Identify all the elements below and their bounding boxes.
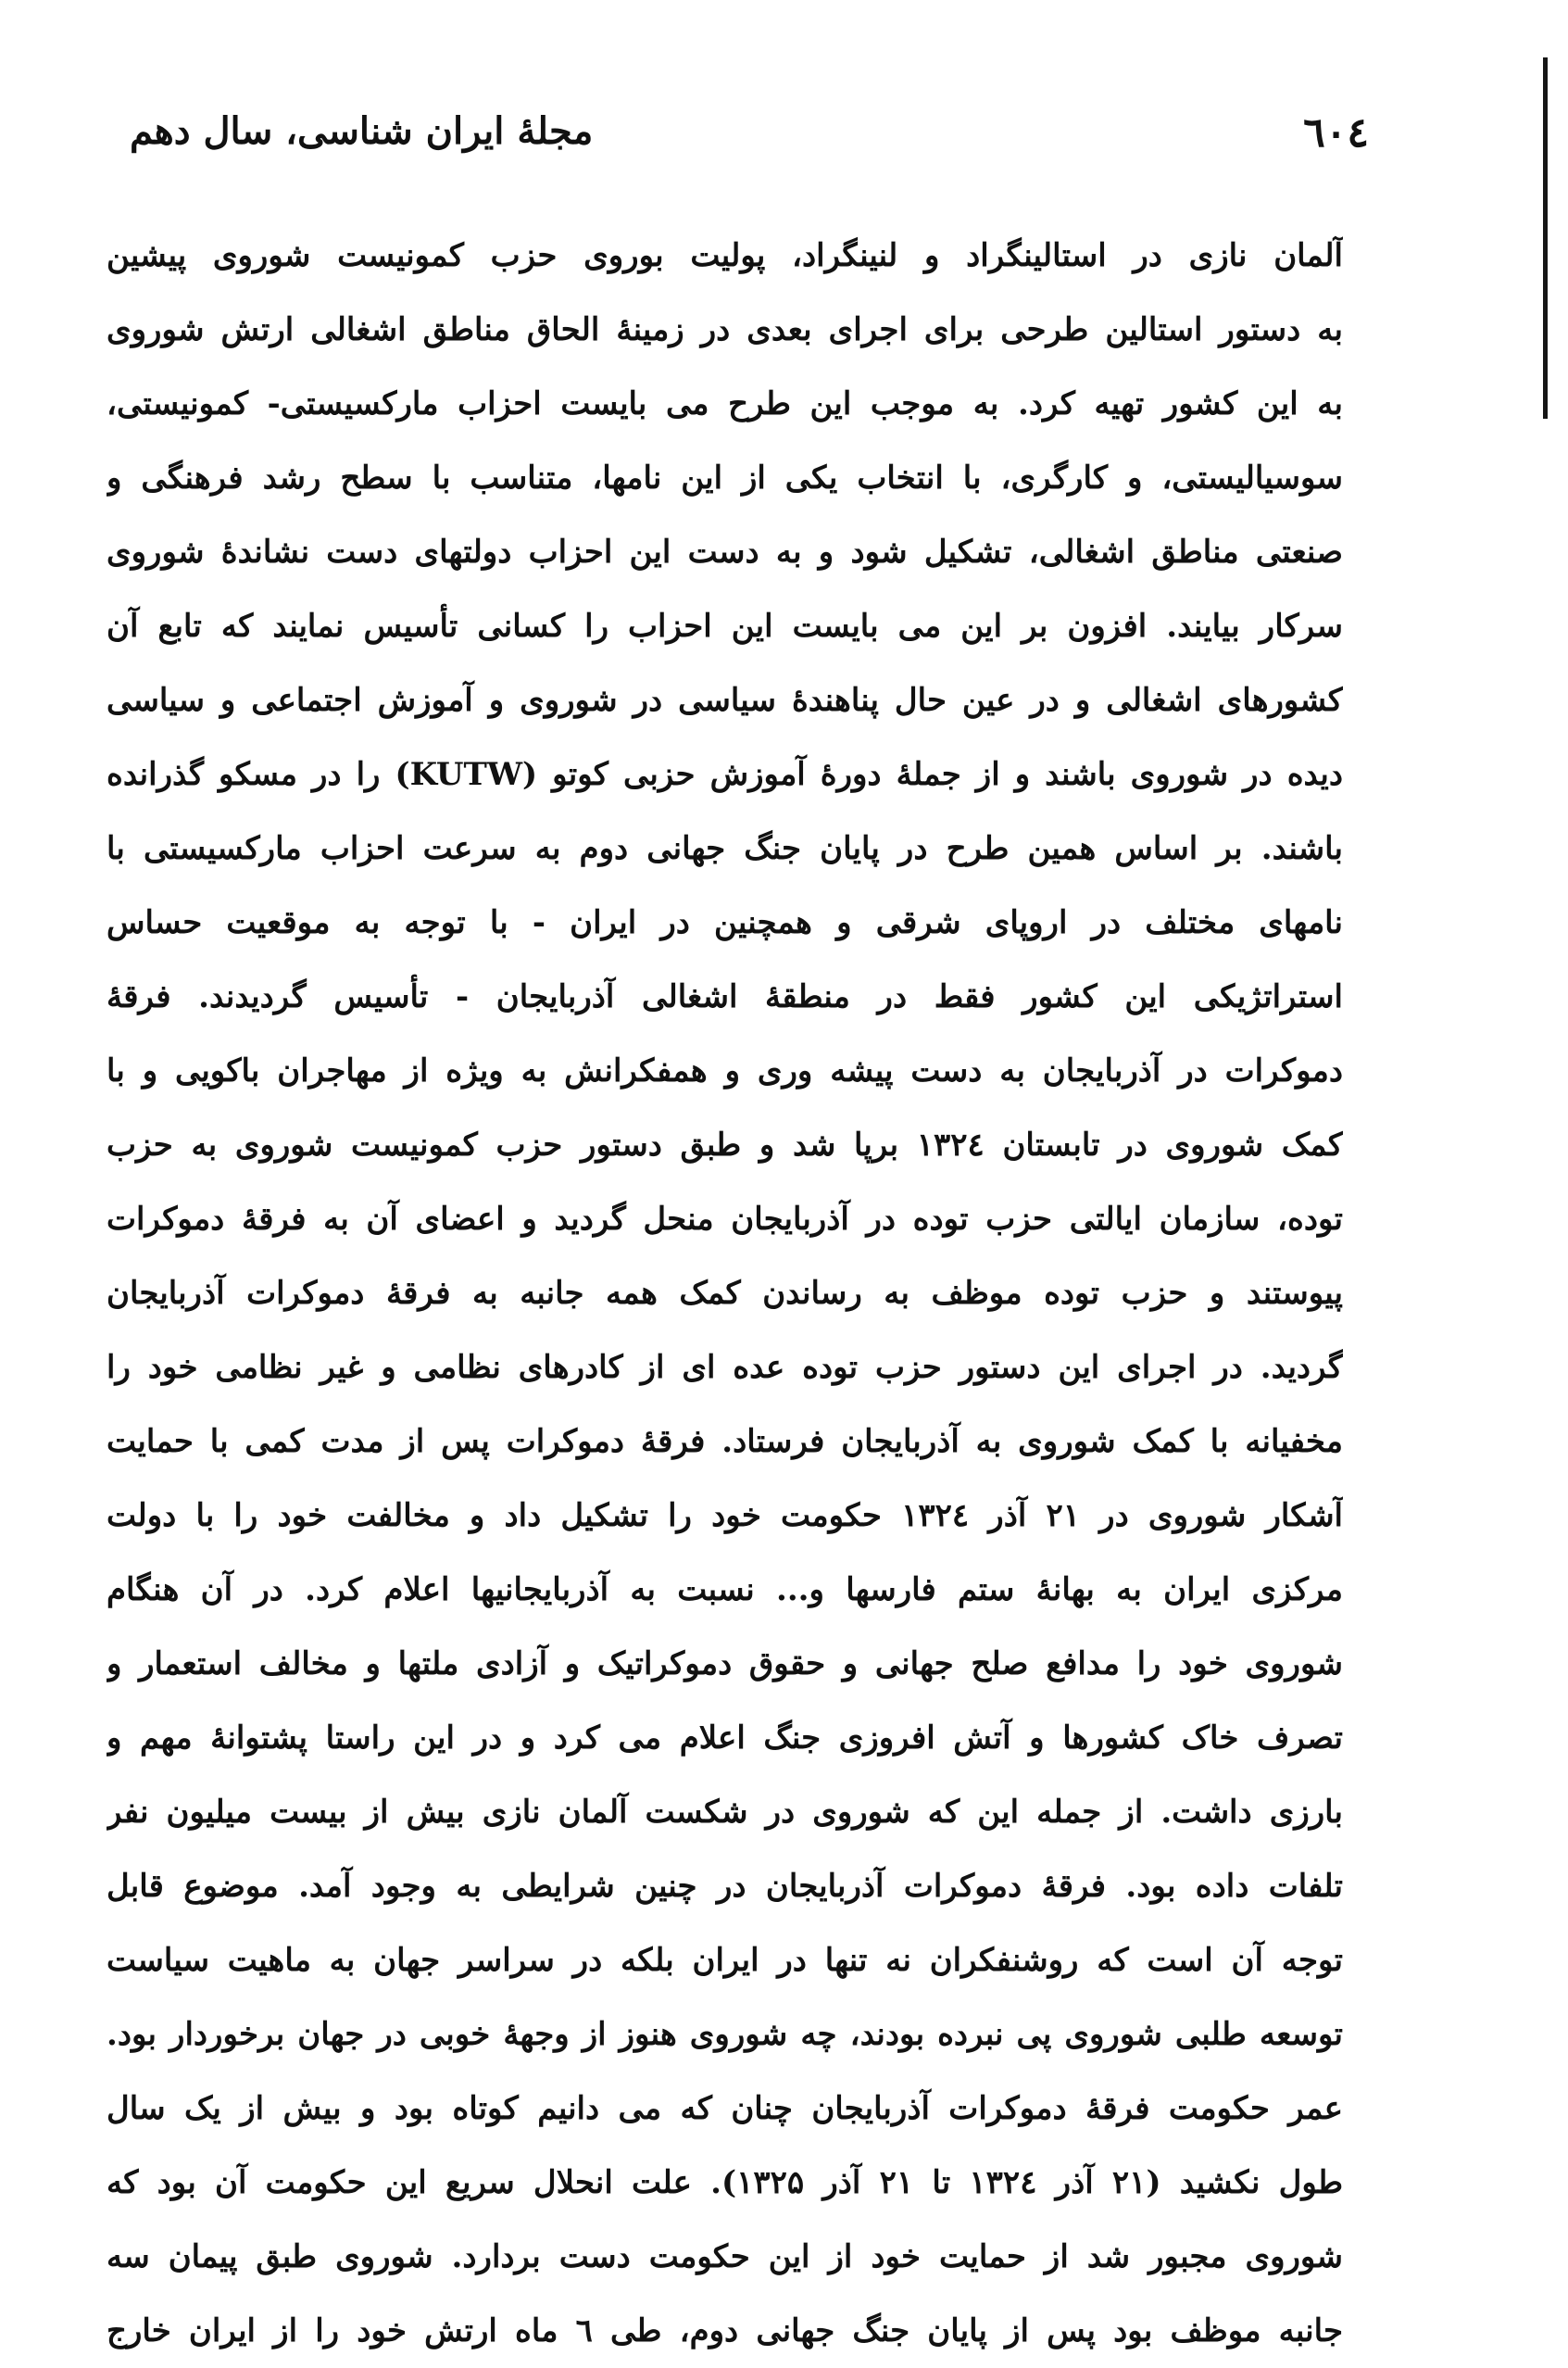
text-line: پیوستند و حزب توده موظف به رساندن کمک همه جانبه به فرقهٔ دموکرات آذربایجان (107, 1275, 1343, 1312)
text-line: توسعه طلبی شوروی پی نبرده بودند، چه شوروی هنوز از وجههٔ خوبی در جهان برخوردار بود. (107, 2016, 1343, 2053)
text-line: گردید. در اجرای این دستور حزب توده عده ای از کادرهای نظامی و غیر نظامی خود را (107, 1349, 1343, 1386)
text-line: به دستور استالین طرحی برای اجرای بعدی در زمینهٔ الحاق مناطق اشغالی ارتش شوروی (107, 311, 1343, 348)
text-line: آشکار شوروی در ۲۱ آذر ۱۳۲٤ حکومت خود را تشکیل داد و مخالفت خود را با دولت (107, 1497, 1343, 1534)
text-line: شوروی مجبور شد از حمایت خود از این حکومت دست بردارد. شوروی طبق پیمان سه (107, 2238, 1343, 2275)
text-line: جانبه موظف بود پس از پایان جنگ جهانی دوم، طی ٦ ماه ارتش خود را از ایران خارج (107, 2312, 1343, 2349)
text-line: دیده در شوروی باشند و از جملهٔ دورهٔ آموزش حزبی کوتو (KUTW) را در مسکو گذرانده (107, 756, 1343, 793)
text-line: مرکزی ایران به بهانهٔ ستم فارسها و... نسبت به آذربایجانیها اعلام کرد. در آن هنگام (107, 1571, 1343, 1608)
text-line: استراتژیکی این کشور فقط در منطقهٔ اشغالی آذربایجان - تأسیس گردیدند. فرقهٔ (107, 978, 1343, 1015)
text-line: عمر حکومت فرقهٔ دموکرات آذربایجان چنان که می دانیم کوتاه بود و بیش از یک سال (107, 2090, 1343, 2127)
text-line: تلفات داده بود. فرقهٔ دموکرات آذربایجان در چنین شرایطی به وجود آمد. موضوع قابل (107, 1868, 1343, 1905)
text-line: بارزی داشت. از جمله این که شوروی در شکست آلمان نازی بیش از بیست میلیون نفر (107, 1794, 1343, 1831)
text-line: آلمان نازی در استالینگراد و لنینگراد، پولیت بوروی حزب کمونیست شوروی پیشین (107, 237, 1343, 274)
text-line: تصرف خاک کشورها و آتش افروزی جنگ اعلام می کرد و در این راستا پشتوانهٔ مهم و (107, 1719, 1343, 1757)
text-line: به این کشور تهیه کرد. به موجب این طرح می بایست احزاب مارکسیستی- کمونیستی، (107, 385, 1343, 422)
text-line: سرکار بیایند. افزون بر این می بایست این احزاب را کسانی تأسیس نمایند که تابع آن (107, 608, 1343, 645)
text-line: باشند. بر اساس همین طرح در پایان جنگ جهانی دوم به سرعت احزاب مارکسیستی با (107, 830, 1343, 867)
page-number: ٦٠٤ (1303, 109, 1369, 157)
text-line: طول نکشید (۲۱ آذر ۱۳۲٤ تا ۲۱ آذر ۱۳۲۵). علت انحلال سریع این حکومت آن بود که (107, 2164, 1343, 2201)
text-line: شوروی خود را مدافع صلح جهانی و حقوق دموکراتیک و آزادی ملتها و مخالف استعمار و (107, 1645, 1343, 1682)
text-line: سوسیالیستی، و کارگری، با انتخاب یکی از این نامها، متناسب با سطح رشد فرهنگی و (107, 460, 1343, 497)
page-header (130, 109, 1369, 174)
text-line: توده، سازمان ایالتی حزب توده در آذربایجان منحل گردید و اعضای آن به فرقهٔ دموکرات (107, 1201, 1343, 1238)
text-line: دموکرات در آذربایجان به دست پیشه وری و همفکرانش به ویژه از مهاجران باکویی و با (107, 1052, 1343, 1090)
text-line: صنعتی مناطق اشغالی، تشکیل شود و به دست این احزاب دولتهای دست نشاندهٔ شوروی (107, 534, 1343, 571)
page-edge-mark (1543, 57, 1548, 419)
text-line: نامهای مختلف در اروپای شرقی و همچنین در ایران - با توجه به موقعیت حساس (107, 904, 1343, 941)
text-line: توجه آن است که روشنفکران نه تنها در ایران بلکه در سراسر جهان به ماهیت سیاست (107, 1942, 1343, 1979)
body-text (107, 219, 1343, 2368)
text-line: مخفیانه با کمک شوروی به آذربایجان فرستاد. فرقهٔ دموکرات پس از مدت کمی با حمایت (107, 1423, 1343, 1460)
running-title: مجلهٔ ایران شناسی، سال دهم (130, 109, 594, 153)
text-line: کشورهای اشغالی و در عین حال پناهندهٔ سیاسی در شوروی و آموزش اجتماعی و سیاسی (107, 682, 1343, 719)
text-line: کمک شوروی در تابستان ۱۳۲٤ برپا شد و طبق دستور حزب کمونیست شوروی به حزب (107, 1127, 1343, 1164)
